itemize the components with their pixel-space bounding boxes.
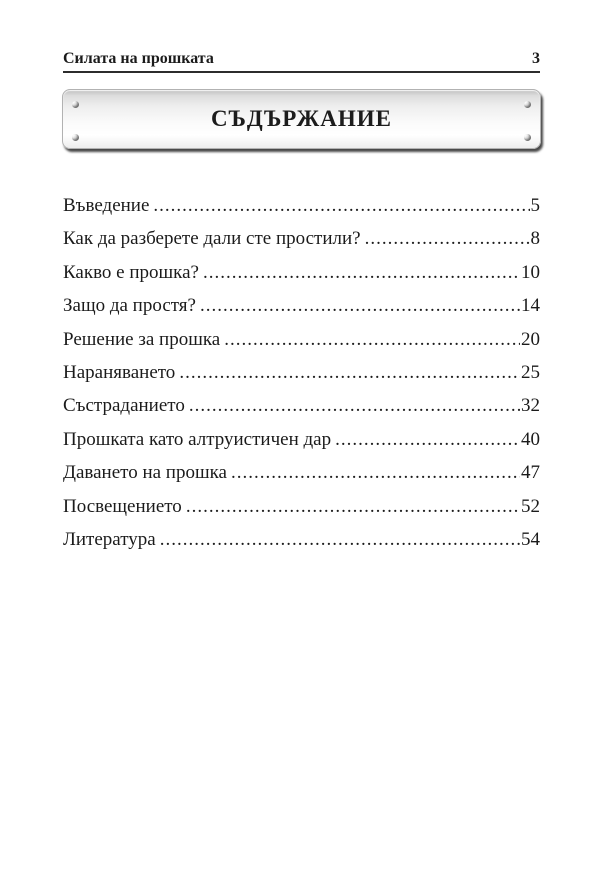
- dot-leader: [365, 222, 530, 255]
- toc-entry-page: 54: [521, 529, 540, 551]
- toc-entry-page: 8: [530, 228, 540, 250]
- toc-entry: [63, 289, 540, 322]
- toc-entry: [63, 389, 540, 422]
- toc-entry-page: 10: [521, 261, 540, 283]
- toc-entry-title: Прошката като алтруистичен дар: [63, 428, 332, 450]
- toc-entry: [63, 323, 540, 356]
- toc-entry-page: 14: [521, 295, 540, 317]
- toc-entry-page: 40: [521, 428, 540, 450]
- toc-entry: [63, 490, 540, 523]
- dot-leader: [179, 356, 520, 389]
- dot-leader: [153, 189, 529, 222]
- toc-entry-title: Даването на прошка: [63, 462, 227, 484]
- book-title: Силата на прошката: [63, 50, 214, 67]
- table-of-contents: [63, 189, 540, 556]
- toc-entry-title: Въведение: [63, 195, 150, 216]
- toc-entry: [63, 423, 540, 456]
- toc-entry: [63, 189, 540, 222]
- toc-entry-title: Нараняването: [63, 362, 176, 384]
- dot-leader: [186, 490, 520, 523]
- dot-leader: [200, 289, 520, 322]
- toc-entry-page: 47: [521, 462, 540, 484]
- contents-title-plate: [62, 89, 541, 149]
- toc-entry: [63, 456, 540, 489]
- dot-leader: [203, 256, 520, 289]
- toc-entry-title: Какво е прошка?: [63, 261, 199, 283]
- toc-entry: [63, 256, 540, 289]
- toc-entry-title: Състраданието: [63, 395, 185, 417]
- toc-entry: [63, 356, 540, 389]
- toc-entry-title: Посвещението: [63, 495, 182, 517]
- contents-heading: СЪДЪРЖАНИЕ: [210, 106, 393, 131]
- toc-entry-page: 25: [521, 362, 540, 384]
- dot-leader: [160, 523, 520, 556]
- running-header: [63, 50, 540, 73]
- toc-entry-page: 32: [521, 395, 540, 417]
- dot-leader: [335, 423, 520, 456]
- toc-entry-title: Литература: [63, 529, 156, 551]
- toc-entry-page: 5: [530, 195, 540, 216]
- toc-entry: [63, 222, 540, 255]
- dot-leader: [189, 389, 520, 422]
- toc-entry-title: Как да разберете дали сте простили?: [63, 228, 361, 250]
- toc-entry-page: 52: [521, 495, 540, 517]
- toc-entry-title: Защо да простя?: [63, 295, 196, 317]
- dot-leader: [224, 323, 520, 356]
- dot-leader: [231, 456, 520, 489]
- toc-entry: [63, 523, 540, 556]
- toc-entry-page: 20: [521, 328, 540, 350]
- page-number: 3: [532, 50, 540, 67]
- toc-entry-title: Решение за прошка: [63, 328, 221, 350]
